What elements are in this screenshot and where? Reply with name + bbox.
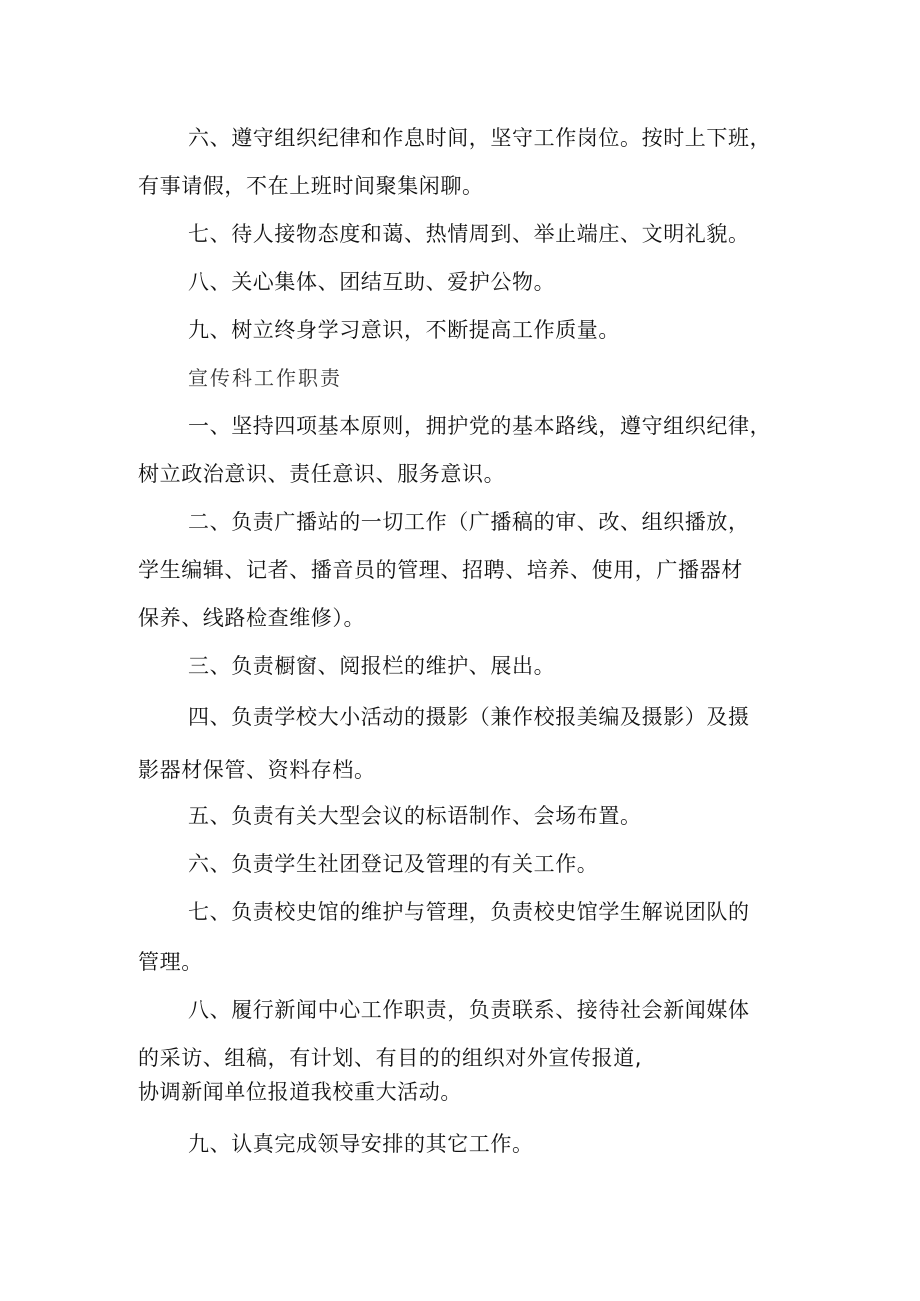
paragraph-line: 六、遵守组织纪律和作息时间，坚守工作岗位。按时上下班， bbox=[188, 126, 772, 150]
paragraph-line: 三、负责橱窗、阅报栏的维护、展出。 bbox=[188, 654, 556, 678]
paragraph-line: 九、认真完成领导安排的其它工作。 bbox=[188, 1132, 534, 1156]
paragraph-line: 保养、线路检查维修）。 bbox=[138, 606, 366, 630]
paragraph-line: 二、负责广播站的一切工作（广播稿的审、改、组织播放， bbox=[188, 510, 750, 534]
section-title: 宣传科工作职责 bbox=[188, 366, 342, 390]
paragraph-line: 六、负责学生社团登记及管理的有关工作。 bbox=[188, 852, 599, 876]
paragraph-line: 七、负责校史馆的维护与管理，负责校史馆学生解说团队的 bbox=[188, 900, 750, 924]
paragraph-line: 的采访、组稿，有计划、有目的的组织对外宣传报道, bbox=[138, 1046, 643, 1070]
paragraph-line: 九、树立终身学习意识，不断提高工作质量。 bbox=[188, 318, 620, 342]
paragraph-line: 影器材保管、资料存档。 bbox=[138, 758, 376, 782]
paragraph-line: 学生编辑、记者、播音员的管理、招聘、培养、使用，广播器材 bbox=[138, 558, 743, 582]
paragraph-line: 有事请假，不在上班时间聚集闲聊。 bbox=[138, 174, 484, 198]
paragraph-line: 管理。 bbox=[138, 950, 203, 974]
paragraph-line: 树立政治意识、责任意识、服务意识。 bbox=[138, 462, 506, 486]
paragraph-line: 一、坚持四项基本原则，拥护党的基本路线，遵守组织纪律， bbox=[188, 414, 772, 438]
paragraph-line: 四、负责学校大小活动的摄影（兼作校报美编及摄影）及摄 bbox=[188, 705, 750, 729]
paragraph-line: 八、关心集体、团结互助、爱护公物。 bbox=[188, 270, 556, 294]
paragraph-line: 七、待人接物态度和蔼、热情周到、举止端庄、文明礼貌。 bbox=[188, 222, 750, 246]
paragraph-line: 协调新闻单位报道我校重大活动。 bbox=[138, 1080, 462, 1104]
paragraph-line: 五、负责有关大型会议的标语制作、会场布置。 bbox=[188, 804, 642, 828]
paragraph-line: 八、履行新闻中心工作职责，负责联系、接待社会新闻媒体 bbox=[188, 998, 750, 1022]
